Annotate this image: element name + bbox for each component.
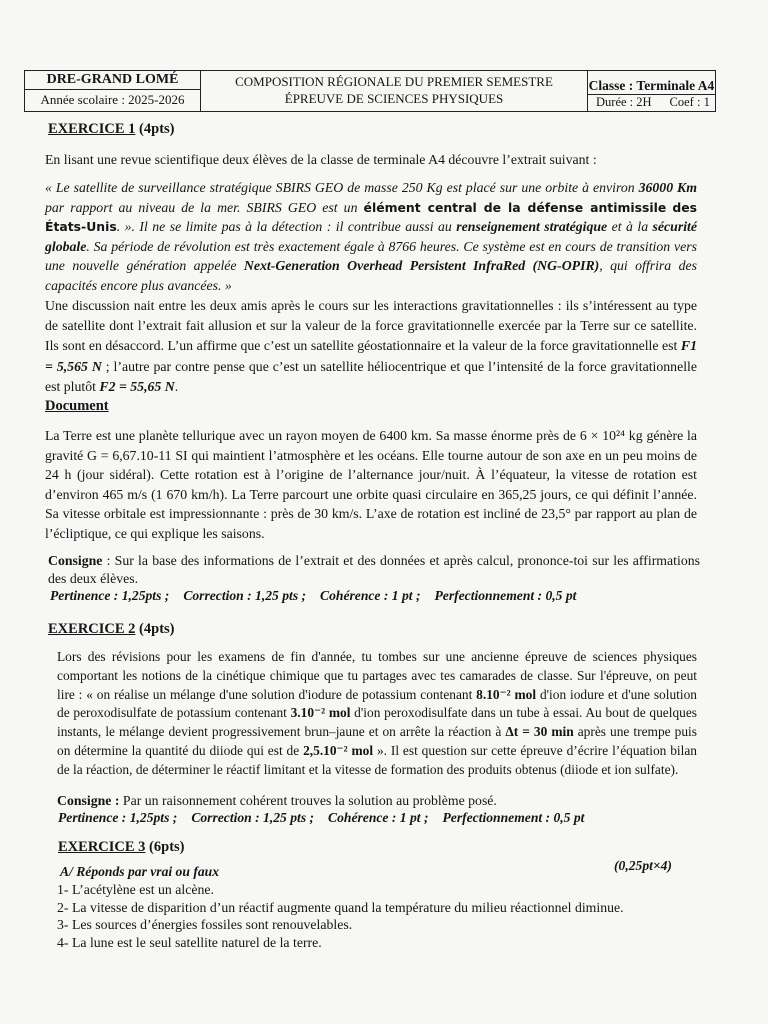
list-item: 3- Les sources d’énergies fossiles sont renouvelables. [57, 917, 353, 932]
header-cell-class [588, 71, 715, 111]
school-name: DRE-GRAND LOMÉ [46, 72, 179, 87]
ex1-discussion: Une discussion nait entre les deux amis après le cours sur les interactions gravitationnelles : ils s’intéressent au type de satellite dont l’extrait fait allusion et sur la valeur de la force gravitationnelle exercée par la Terre sur ce satellite. Ils sont en désaccord. L’un affirme que c’est un satellite géostationnaire et la valeur de la force gravitationnelle est F1 = 5,565 N ; l’autre par contre pense que c’est un satellite héliocentrique et que l’intensité de la force gravitationnelle est plutôt F2 = 55,65 N. [45, 298, 697, 394]
duration-label: Durée : 2H [596, 95, 652, 109]
list-item: 2- La vitesse de disparition d’un réactif augmente quand la température du milieu réactionnel diminue. [57, 899, 624, 915]
ex2-grading: Pertinence : 1,25pts ; Correction : 1,25 pts ; Cohérence : 1 pt ; Perfectionnement : 0,5 pt [58, 810, 585, 825]
exam-title-line1: COMPOSITION RÉGIONALE DU PREMIER SEMESTRE [235, 74, 553, 89]
list-item: 4- La lune est le seul satellite naturel de la terre. [57, 934, 322, 950]
document-title: Document [45, 398, 109, 414]
header-cell-title [201, 71, 588, 111]
ex3-title: EXERCICE 3 (6pts) [58, 839, 185, 855]
ex1-consigne: Consigne : Sur la base des informations de l’extrait et des données et après calcul, prononce-toi sur les affirmations des deux élèves. [48, 553, 700, 586]
ex2-text: Lors des révisions pour les examens de fin d'année, tu tombes sur une ancienne épreuve de sciences physiques comportant les notions de la cinétique chimique que tu partages avec tes camarades de classe. Sur l'épreuve, on peut lire : « on réalise un mélange d'une solution d'iodure de potassium contenant 8.10⁻² mol d'ion iodure et d'une solution de peroxodisulfate de potassium contenant 3.10⁻² mol d'ion peroxodisulfate dans un tube à essai. Au bout de quelques instants, le mélange devient progressivement brun–jaune et on arrête la réaction à Δt = 30 min après une trempe puis on détermine la quantité du diiode qui est de 2,5.10⁻² mol ». Il est question sur cette épreuve d’écrire l’équation bilan de la réaction, de déterminer le réactif limitant et la vitesse de formation des produits obtenus (diiode et ion sulfate). [57, 649, 698, 777]
ex3-part-a-title: A/ Réponds par vrai ou faux [60, 864, 219, 879]
ex1-title: EXERCICE 1 (4pts) [48, 121, 175, 137]
exam-title-line2: ÉPREUVE DE SCIENCES PHYSIQUES [284, 91, 504, 106]
exam-header-table [24, 70, 716, 112]
class-label: Classe : Terminale A4 [588, 78, 715, 93]
coef-label: Coef : 1 [669, 95, 710, 109]
ex1-quote: « Le satellite de surveillance stratégique SBIRS GEO de masse 250 Kg est placé sur une orbite à environ 36000 Km par rapport au niveau de la mer. SBIRS GEO est un élément central de la défense antimissile des États-Unis. ». Il ne se limite pas à la détection : il contribue aussi au renseignement stratégique et à la sécurité globale. Sa période de révolution est très exactement égale à 8766 heures. Ce système est en cours de transition vers une nouvelle génération appelée Next-Generation Overhead Persistent InfraRed (NG-OPIR), qui offrira des capacités encore plus avancées. » [45, 180, 697, 293]
ex1-grading: Pertinence : 1,25pts ; Correction : 1,25 pts ; Cohérence : 1 pt ; Perfectionnement : 0,5 pt [50, 588, 577, 603]
header-cell-school [25, 71, 201, 111]
list-item: 1- L’acétylène est un alcène. [57, 882, 214, 897]
ex2-title: EXERCICE 2 (4pts) [48, 621, 175, 637]
ex1-intro: En lisant une revue scientifique deux élèves de la classe de terminale A4 découvre l’extrait suivant : [45, 152, 597, 167]
school-year: Année scolaire : 2025-2026 [40, 92, 185, 107]
ex2-consigne: Consigne : Par un raisonnement cohérent trouves la solution au problème posé. [57, 793, 497, 808]
document-text: La Terre est une planète tellurique avec un rayon moyen de 6400 km. Sa masse énorme près de 6 × 10²⁴ kg génère la gravité G = 6,67.10-11 SI qui maintient l’atmosphère et les océans. Elle tourne autour de son axe en un peu moins de 24 h (jour sidéral). Cette rotation est à l’origine de l’alternance jour/nuit. À l’équateur, la vitesse de rotation est d’environ 465 m/s (1 670 km/h). La Terre parcourt une orbite quasi circulaire en 365,25 jours, ce qui définit l’année. Sa vitesse orbitale est impressionnante : près de 30 km/s. L’axe de rotation est incliné de 23,5° par rapport au plan de l’écliptique, ce qui explique les saisons. [45, 428, 697, 541]
ex3-true-false-list [57, 881, 697, 951]
ex3-part-a-points: (0,25pt×4) [614, 858, 672, 873]
